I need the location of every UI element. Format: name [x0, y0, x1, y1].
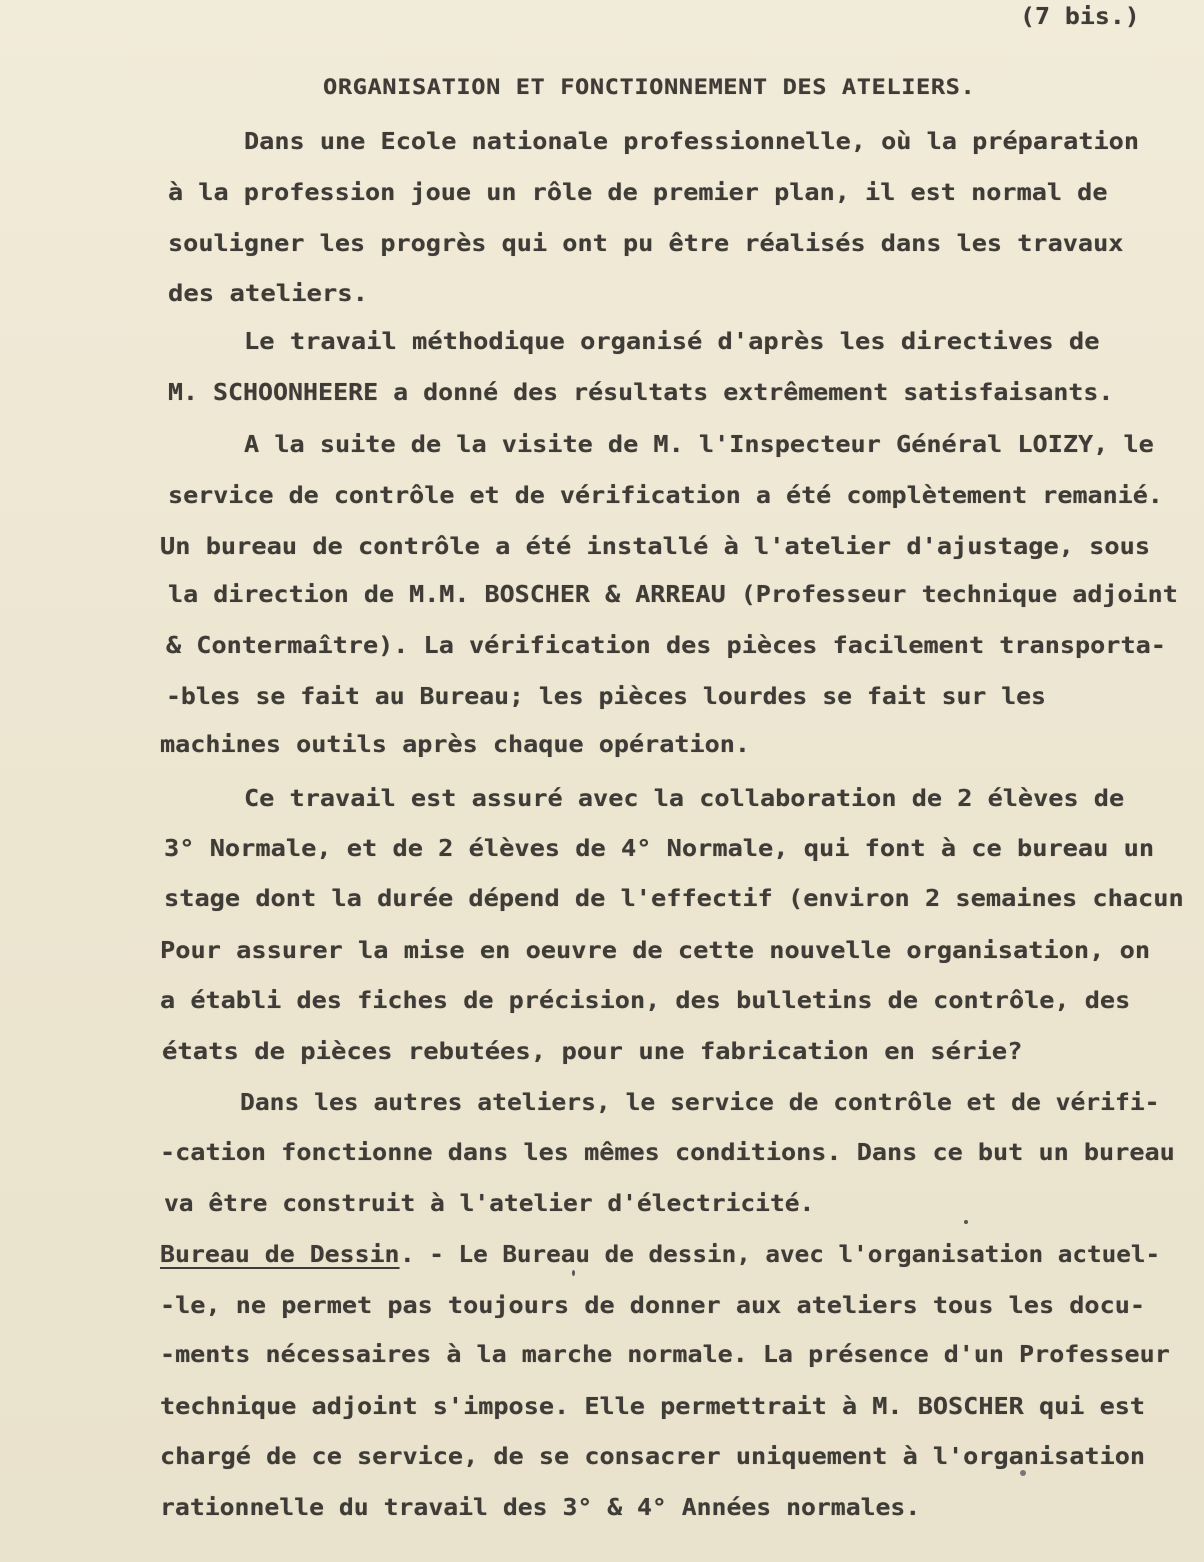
text-line: états de pièces rebutées, pour une fabrication en série?	[162, 1039, 1023, 1065]
text-line: -le, ne permet pas toujours de donner aux ateliers tous les docu-	[160, 1293, 1146, 1319]
text-line: Dans une Ecole nationale professionnelle, où la préparation	[244, 129, 1140, 155]
text-line: Le travail méthodique organisé d'après les directives de	[244, 329, 1100, 355]
text-line: machines outils après chaque opération.	[160, 732, 751, 758]
text-line: rationnelle du travail des 3° & 4° Années normales.	[160, 1495, 921, 1521]
ink-speck	[964, 1220, 968, 1224]
page-title: ORGANISATION ET FONCTIONNEMENT DES ATELIERS.	[323, 75, 976, 99]
text-line: M. SCHOONHEERE a donné des résultats extrêmement satisfaisants.	[168, 380, 1114, 406]
text-line: & Contermaître). La vérification des pièces facilement transporta-	[166, 633, 1166, 659]
text-line: technique adjoint s'impose. Elle permettrait à M. BOSCHER qui est	[160, 1394, 1146, 1420]
text-line: chargé de ce service, de se consacrer uniquement à l'organisation	[160, 1444, 1146, 1470]
text-line: des ateliers.	[168, 281, 369, 307]
text-line: Dans les autres ateliers, le service de contrôle et de vérifi-	[240, 1090, 1160, 1116]
text-line: souligner les progrès qui ont pu être réalisés dans les travaux	[168, 231, 1124, 257]
text-line: 3° Normale, et de 2 élèves de 4° Normale, qui font à ce bureau un	[164, 836, 1155, 862]
section-heading-bureau-de-dessin: Bureau de Dessin	[160, 1242, 400, 1268]
text-line: A la suite de la visite de M. l'Inspecteur Général LOIZY, le	[244, 432, 1154, 458]
page-reference: (7 bis.)	[1020, 4, 1140, 30]
text-line: -ments nécessaires à la marche normale. La présence d'un Professeur	[160, 1342, 1170, 1368]
text-line: Ce travail est assuré avec la collaboration de 2 élèves de	[244, 786, 1125, 812]
text-line: -bles se fait au Bureau; les pièces lourdes se fait sur les	[166, 684, 1046, 710]
text-line: service de contrôle et de vérification a été complètement remanié.	[168, 483, 1163, 509]
ink-speck	[572, 1270, 575, 1276]
text-line: stage dont la durée dépend de l'effectif (environ 2 semaines chacun	[164, 886, 1184, 912]
text-line: Pour assurer la mise en oeuvre de cette nouvelle organisation, on	[160, 938, 1151, 964]
text-line: Un bureau de contrôle a été installé à l'atelier d'ajustage, sous	[160, 534, 1151, 560]
text-line: à la profession joue un rôle de premier plan, il est normal de	[168, 180, 1108, 206]
text-line: . - Le Bureau de dessin, avec l'organisation actuel-	[400, 1242, 1161, 1268]
ink-speck	[1020, 1470, 1026, 1476]
text-line: a établi des fiches de précision, des bulletins de contrôle, des	[160, 988, 1131, 1014]
text-line: la direction de M.M. BOSCHER & ARREAU (Professeur technique adjoint	[168, 582, 1178, 608]
text-line: va être construit à l'atelier d'électricité.	[164, 1191, 815, 1217]
text-line: -cation fonctionne dans les mêmes conditions. Dans ce but un bureau	[160, 1140, 1175, 1166]
